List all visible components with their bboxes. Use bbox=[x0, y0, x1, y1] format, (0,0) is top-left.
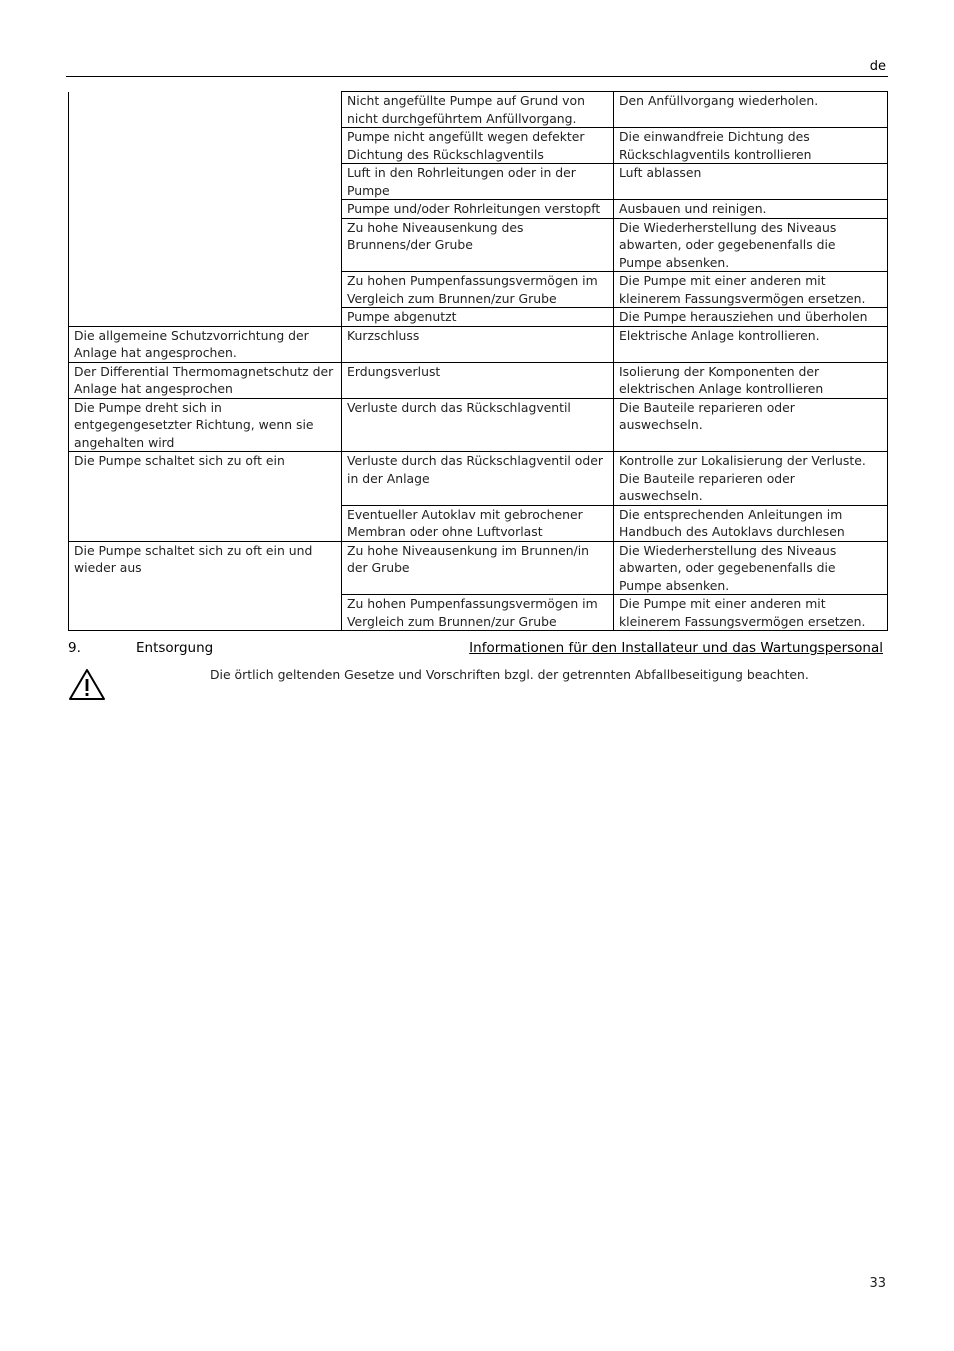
cause-cell: Pumpe abgenutzt bbox=[342, 308, 614, 327]
remedy-cell: Die entsprechenden Anleitungen im Handbuch des Autoklavs durchlesen bbox=[614, 505, 888, 541]
symptom-cell bbox=[69, 92, 342, 327]
section-title: Entsorgung bbox=[136, 640, 214, 656]
remedy-cell: Die Wiederherstellung des Niveaus abwarten, oder gegebenenfalls die Pumpe absenken. bbox=[614, 218, 888, 272]
cause-cell: Erdungsverlust bbox=[342, 362, 614, 398]
remedy-cell: Elektrische Anlage kontrollieren. bbox=[614, 326, 888, 362]
cause-cell: Verluste durch das Rückschlagventil bbox=[342, 398, 614, 452]
troubleshooting-table bbox=[68, 91, 888, 631]
cause-cell: Pumpe und/oder Rohrleitungen verstopft bbox=[342, 200, 614, 219]
table-row bbox=[69, 452, 888, 506]
symptom-cell: Die allgemeine Schutzvorrichtung der Anlage hat angesprochen. bbox=[69, 326, 342, 362]
remedy-cell: Kontrolle zur Lokalisierung der Verluste. Die Bauteile reparieren oder auswechseln. bbox=[614, 452, 888, 506]
remedy-cell: Luft ablassen bbox=[614, 164, 888, 200]
cause-cell: Verluste durch das Rückschlagventil oder in der Anlage bbox=[342, 452, 614, 506]
remedy-cell: Die Wiederherstellung des Niveaus abwarten, oder gegebenenfalls die Pumpe absenken. bbox=[614, 541, 888, 595]
cause-cell: Nicht angefüllte Pumpe auf Grund von nicht durchgeführtem Anfüllvorgang. bbox=[342, 92, 614, 128]
header-rule bbox=[66, 76, 888, 77]
warning-triangle-icon bbox=[68, 668, 106, 702]
table-row bbox=[69, 92, 888, 128]
cause-cell: Pumpe nicht angefüllt wegen defekter Dichtung des Rückschlagventils bbox=[342, 128, 614, 164]
table-row bbox=[69, 326, 888, 362]
cause-cell: Luft in den Rohrleitungen oder in der Pumpe bbox=[342, 164, 614, 200]
cause-cell: Zu hohe Niveausenkung im Brunnen/in der Grube bbox=[342, 541, 614, 595]
cause-cell: Zu hohe Niveausenkung des Brunnens/der Grube bbox=[342, 218, 614, 272]
page-number: 33 bbox=[869, 1276, 886, 1291]
remedy-cell: Ausbauen und reinigen. bbox=[614, 200, 888, 219]
disposal-instruction: Die örtlich geltenden Gesetze und Vorschriften bzgl. der getrennten Abfallbeseitigung beachten. bbox=[210, 667, 809, 682]
remedy-cell: Die Pumpe mit einer anderen mit kleinerem Fassungsvermögen ersetzen. bbox=[614, 595, 888, 631]
section-audience: Informationen für den Installateur und das Wartungspersonal bbox=[469, 640, 883, 656]
remedy-cell: Die Pumpe mit einer anderen mit kleinerem Fassungsvermögen ersetzen. bbox=[614, 272, 888, 308]
section-number: 9. bbox=[68, 640, 81, 656]
remedy-cell: Die Pumpe herausziehen und überholen bbox=[614, 308, 888, 327]
remedy-cell: Isolierung der Komponenten der elektrischen Anlage kontrollieren bbox=[614, 362, 888, 398]
symptom-cell: Die Pumpe schaltet sich zu oft ein bbox=[69, 452, 342, 542]
symptom-cell: Die Pumpe dreht sich in entgegengesetzter Richtung, wenn sie angehalten wird bbox=[69, 398, 342, 452]
remedy-cell: Die Bauteile reparieren oder auswechseln. bbox=[614, 398, 888, 452]
cause-cell: Kurzschluss bbox=[342, 326, 614, 362]
cause-cell: Zu hohen Pumpenfassungsvermögen im Vergleich zum Brunnen/zur Grube bbox=[342, 272, 614, 308]
cause-cell: Zu hohen Pumpenfassungsvermögen im Vergleich zum Brunnen/zur Grube bbox=[342, 595, 614, 631]
language-code: de bbox=[869, 59, 886, 74]
table-row bbox=[69, 541, 888, 595]
table-row bbox=[69, 362, 888, 398]
cause-cell: Eventueller Autoklav mit gebrochener Membran oder ohne Luftvorlast bbox=[342, 505, 614, 541]
remedy-cell: Den Anfüllvorgang wiederholen. bbox=[614, 92, 888, 128]
section-heading bbox=[68, 640, 883, 660]
table-row bbox=[69, 398, 888, 452]
remedy-cell: Die einwandfreie Dichtung des Rückschlagventils kontrollieren bbox=[614, 128, 888, 164]
symptom-cell: Die Pumpe schaltet sich zu oft ein und wieder aus bbox=[69, 541, 342, 631]
symptom-cell: Der Differential Thermomagnetschutz der Anlage hat angesprochen bbox=[69, 362, 342, 398]
